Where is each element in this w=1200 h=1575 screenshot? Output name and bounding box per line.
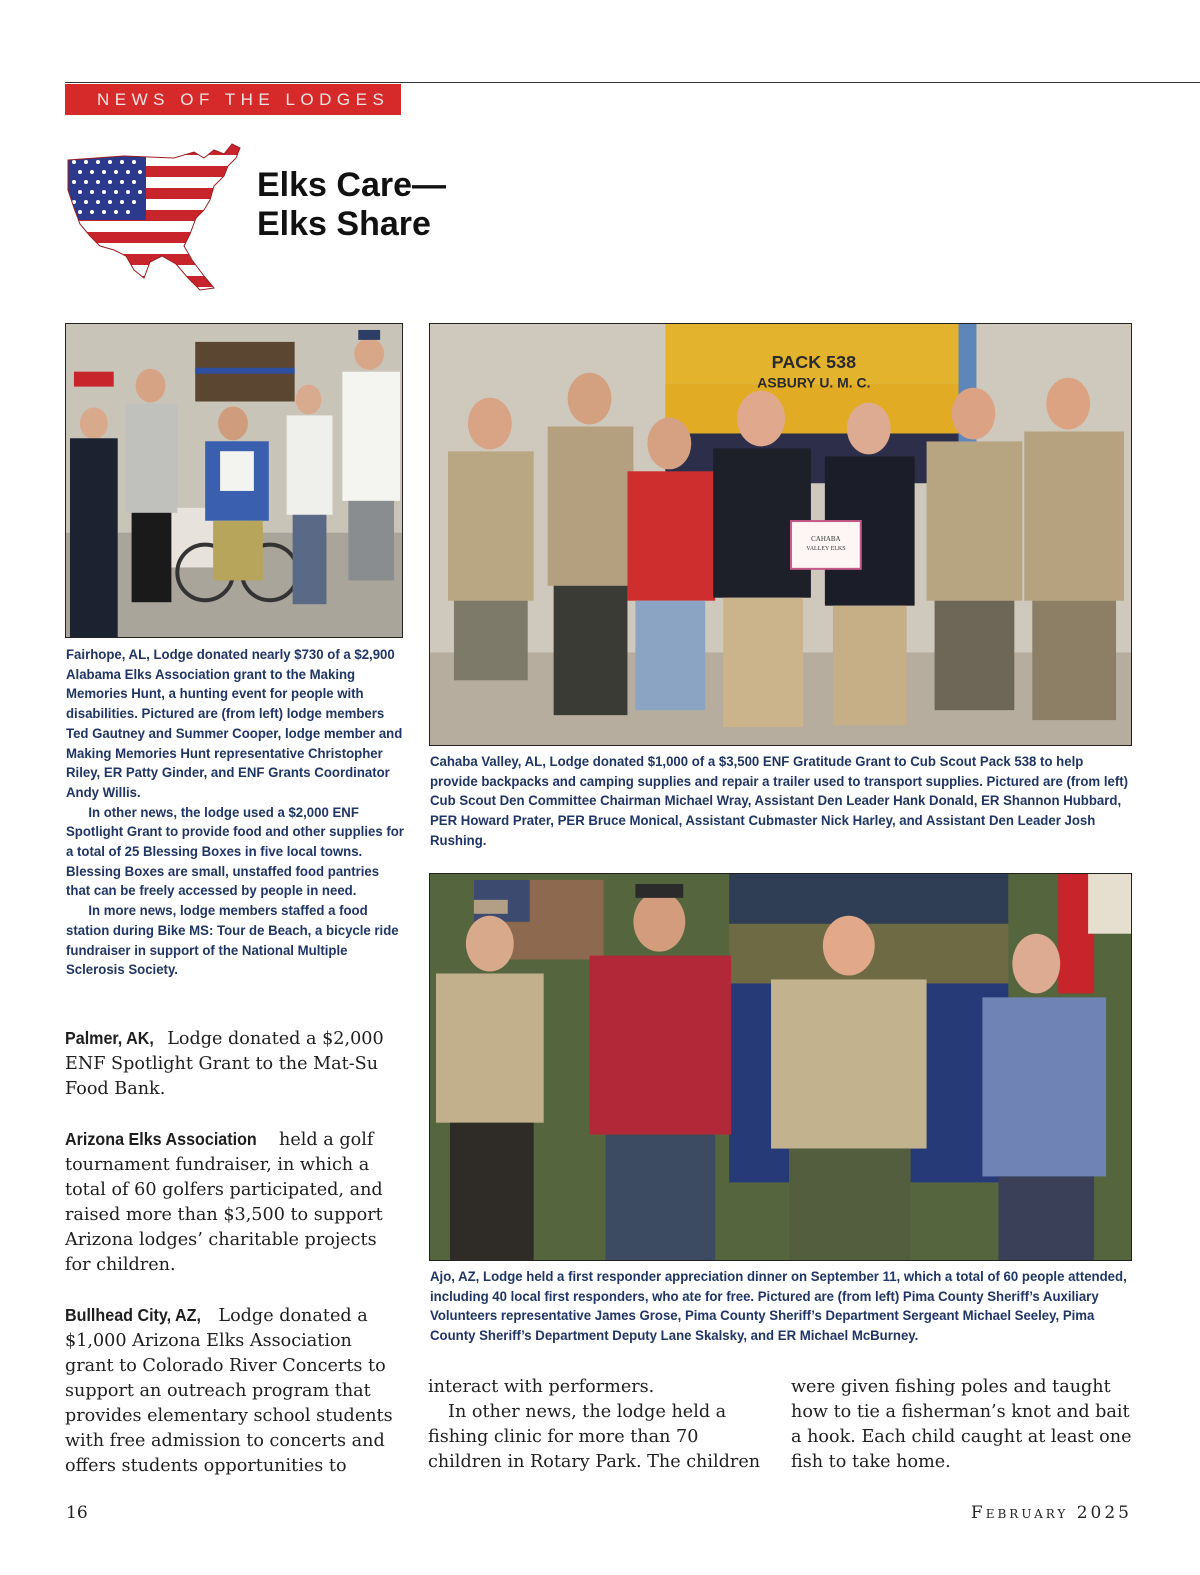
certificate-text: CAHABA — [811, 534, 841, 543]
headline-line-2: Elks Share — [257, 205, 431, 243]
bullhead-continued: interact with performers. — [428, 1377, 655, 1397]
issue-date: February 2025 — [970, 1503, 1132, 1523]
arizona-article — [65, 1127, 405, 1278]
fairhope-caption — [66, 646, 405, 981]
ajo-caption — [430, 1268, 1132, 1347]
ajo-caption-text: Lodge held a first responder appreciation dinner on September 11, which a total of 60 people attended, including 40 local first responders, who ate for free. Pictured are (from left) Pima County Sheriff’s Auxiliary Volunteers representative James Grose, Pima County Sheriff’s Department Sergeant Michael Seeley, Pima County Sheriff’s Department Deputy Lane Skalsky, and ER Michael McBurney. — [430, 1269, 1127, 1345]
us-flag-map-icon — [64, 138, 244, 293]
arizona-lead: Arizona Elks Association — [65, 1129, 257, 1149]
bullhead-article — [65, 1303, 405, 1479]
pack-banner-subtext: ASBURY U. M. C. — [757, 374, 871, 391]
section-banner: NEWS OF THE LODGES — [65, 84, 401, 115]
palmer-text: Lodge donated a $2,000 ENF Spotlight Grant to the Mat-Su Food Bank. — [65, 1029, 384, 1099]
fairhope-caption-p2: In other news, the lodge used a $2,000 ENF Spotlight Grant to provide food and other supplies for a total of 25 Blessing Boxes in five local towns. Blessing Boxes are small, unstaffed food pantries that can be freely accessed by people in need. — [66, 804, 404, 900]
page-number: 16 — [66, 1503, 88, 1523]
ajo-photo — [429, 873, 1132, 1261]
bullhead-text: Lodge donated a $1,000 Arizona Elks Association grant to Colorado River Concerts to support an outreach program that provides elementary school students with free admission to concerts and offers students opportunities to — [65, 1306, 393, 1476]
cahaba-caption-lead: Cahaba Valley, AL, — [430, 754, 546, 770]
cahaba-caption-text: Lodge donated $1,000 of a $3,500 ENF Gratitude Grant to Cub Scout Pack 538 to help provide backpacks and camping supplies and repair a trailer used to transport supplies. Pictured are (from left) Cub Scout Den Committee Chairman Michael Wray, Assistant Den Leader Hank Donald, ER Shannon Hubbard, PER Howard Prater, PER Bruce Monical, Assistant Cubmaster Nick Harley, and Assistant Den Leader Josh Rushing. — [430, 754, 1129, 849]
certificate-subtext: VALLEY ELKS — [806, 545, 846, 552]
headline-line-1: Elks Care— — [257, 166, 446, 204]
fairhope-caption-p3: In more news, lodge members staffed a food station during Bike MS: Tour de Beach, a bicycle ride fundraiser in support of the National Multiple Sclerosis Society. — [66, 903, 399, 979]
bullhead-fishing-conclusion: were given fishing poles and taught how to tie a fisherman’s knot and bait a hook. Each child caught at least one fish to take home. — [791, 1377, 1132, 1472]
page-headline — [257, 166, 446, 244]
arizona-text: held a golf tournament fundraiser, in which a total of 60 golfers participated, and raised more than $3,500 to support Arizona lodges’ charitable projects for children. — [65, 1130, 383, 1275]
palmer-lead: Palmer, AK, — [65, 1028, 154, 1048]
bullhead-lead: Bullhead City, AZ, — [65, 1305, 201, 1325]
article-column-1 — [65, 1026, 405, 1479]
header-rule — [65, 82, 1200, 83]
pack-banner-text: PACK 538 — [771, 351, 857, 372]
ajo-caption-lead: Ajo, AZ, — [430, 1269, 480, 1285]
bullhead-fishing-clinic: In other news, the lodge held a fishing clinic for more than 70 children in Rotary Park. The children — [428, 1402, 761, 1472]
article-column-2 — [428, 1375, 763, 1475]
fairhope-caption-lead: Fairhope, AL, — [66, 647, 150, 663]
article-column-3 — [791, 1375, 1136, 1475]
fairhope-photo — [65, 323, 403, 638]
fairhope-caption-p1: Lodge donated nearly $730 of a $2,900 Alabama Elks Association grant to the Making Memories Hunt, a hunting event for people with disabilities. Pictured are (from left) lodge members Ted Gautney and Summer Cooper, lodge member and Making Memories Hunt representative Christopher Riley, ER Patty Ginder, and ENF Grants Coordinator Andy Willis. — [66, 647, 403, 801]
cahaba-caption — [430, 753, 1132, 852]
cahaba-valley-photo — [429, 323, 1132, 746]
palmer-article — [65, 1026, 405, 1102]
